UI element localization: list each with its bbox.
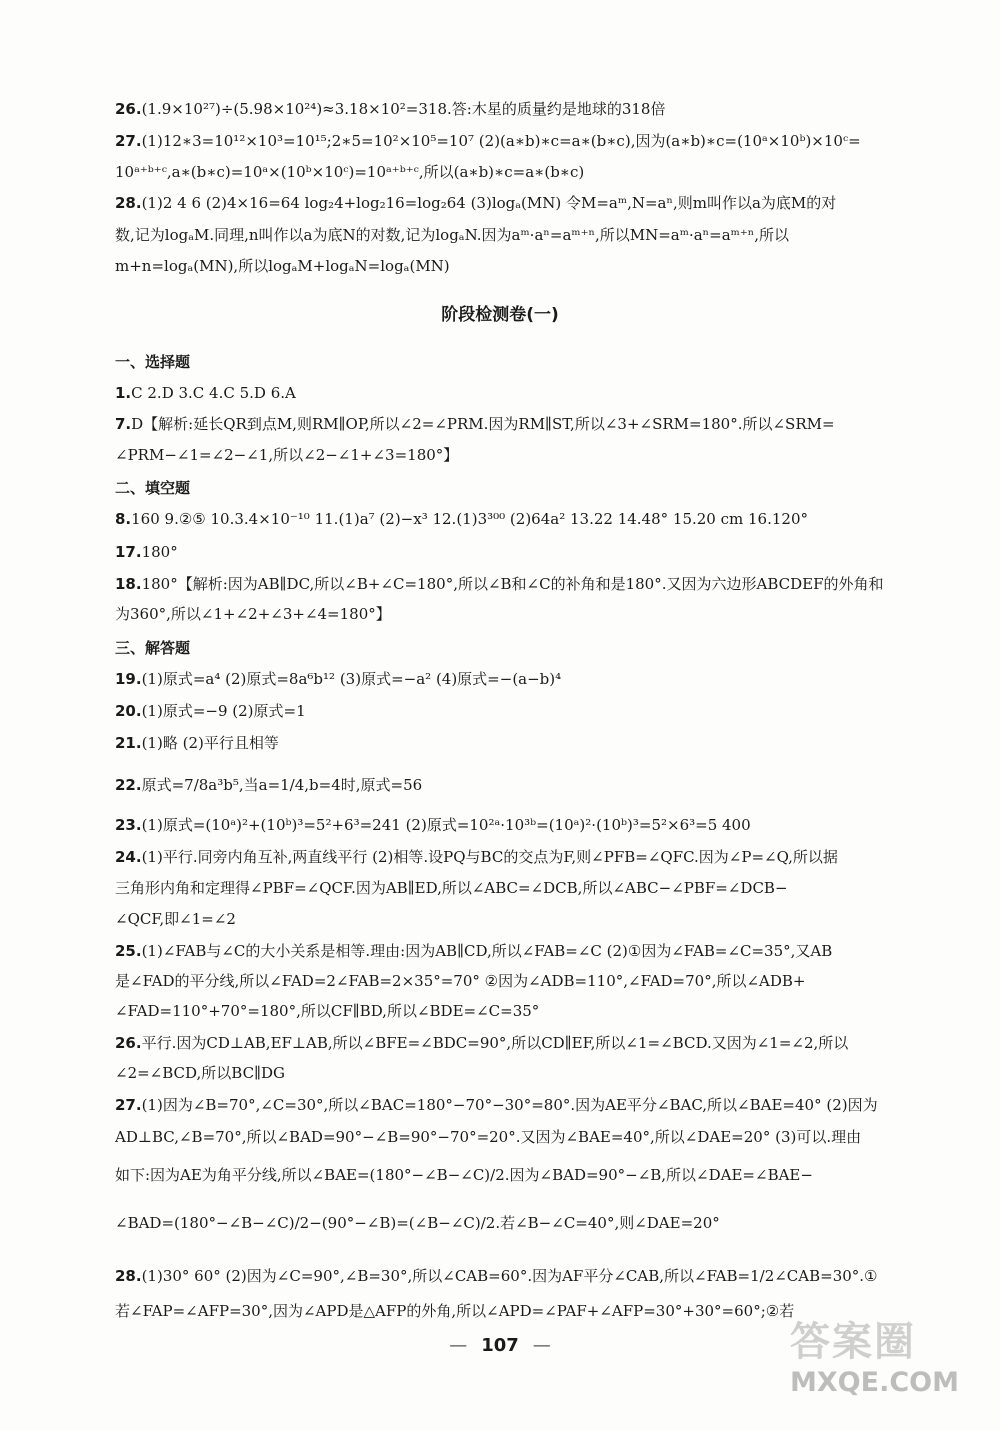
watermark-en: MXQE.COM — [790, 1367, 959, 1398]
answer-line: 22.原式=7/8a³b⁵,当a=1/4,b=4时,原式=56 — [115, 776, 423, 794]
answer-line: 如下:因为AE为角平分线,所以∠BAE=(180°−∠B−∠C)/2.因为∠BAD=90°−∠B,所以∠DAE=∠BAE− — [115, 1166, 813, 1184]
answer-line: 20.(1)原式=−9 (2)原式=1 — [115, 702, 306, 720]
answer-line: 7.D【解析:延长QR到点M,则RM∥OP,所以∠2=∠PRM.因为RM∥ST,所以∠3+∠SRM=180°.所以∠SRM= — [115, 415, 835, 433]
page-number: — 107 — — [449, 1335, 551, 1356]
answer-line: 1.C 2.D 3.C 4.C 5.D 6.A — [115, 384, 296, 402]
answer-line: 28.(1)2 4 6 (2)4×16=64 log₂4+log₂16=log₂64 (3)logₐ(MN) 令M=aᵐ,N=aⁿ,则m叫作以a为底M的对 — [115, 194, 837, 212]
answer-line: 26.平行.因为CD⊥AB,EF⊥AB,所以∠BFE=∠BDC=90°,所以CD∥EF,所以∠1=∠BCD.又因为∠1=∠2,所以 — [115, 1034, 849, 1052]
answer-line: AD⊥BC,∠B=70°,所以∠BAD=90°−∠B=90°−70°=20°.又因为∠BAE=40°,所以∠DAE=20° (3)可以.理由 — [115, 1128, 862, 1146]
answer-line: m+n=logₐ(MN),所以logₐM+logₐN=logₐ(MN) — [115, 257, 450, 275]
answer-line: 27.(1)因为∠B=70°,∠C=30°,所以∠BAC=180°−70°−30°=80°.因为AE平分∠BAC,所以∠BAE=40° (2)因为 — [115, 1096, 878, 1114]
answer-line: 数,记为logₐM.同理,n叫作以a为底N的对数,记为logₐN.因为aᵐ·aⁿ=aᵐ⁺ⁿ,所以MN=aᵐ·aⁿ=aᵐ⁺ⁿ,所以 — [115, 226, 790, 244]
answer-line: 23.(1)原式=(10ᵃ)²+(10ᵇ)³=5²+6³=241 (2)原式=10²ᵃ·10³ᵇ=(10ᵃ)²·(10ᵇ)³=5²×6³=5 400 — [115, 816, 751, 834]
watermark-logo — [790, 1318, 980, 1418]
answer-line: ∠QCF,即∠1=∠2 — [115, 910, 236, 928]
answer-line: 10ᵃ⁺ᵇ⁺ᶜ,a∗(b∗c)=10ᵃ×(10ᵇ×10ᶜ)=10ᵃ⁺ᵇ⁺ᶜ,所以(a∗b)∗c=a∗(b∗c) — [115, 163, 585, 181]
answer-line: 若∠FAP=∠AFP=30°,因为∠APD是△AFP的外角,所以∠APD=∠PAF+∠AFP=30°+30°=60°;②若 — [115, 1302, 795, 1320]
answer-line: ∠PRM−∠1=∠2−∠1,所以∠2−∠1+∠3=180°】 — [115, 446, 459, 464]
answer-line: 25.(1)∠FAB与∠C的大小关系是相等.理由:因为AB∥CD,所以∠FAB=∠C (2)①因为∠FAB=∠C=35°,又AB — [115, 942, 833, 960]
answer-line: 8.160 9.②⑤ 10.3.4×10⁻¹⁰ 11.(1)a⁷ (2)−x³ 12.(1)3³⁰⁰ (2)64a² 13.22 14.48° 15.20 cm 16.120° — [115, 510, 808, 528]
answer-line: 24.(1)平行.同旁内角互补,两直线平行 (2)相等.设PQ与BC的交点为F,则∠PFB=∠QFC.因为∠P=∠Q,所以据 — [115, 848, 838, 866]
answer-line: 18.180°【解析:因为AB∥DC,所以∠B+∠C=180°,所以∠B和∠C的补角和是180°.又因为六边形ABCDEF的外角和 — [115, 575, 884, 593]
answer-line: ∠BAD=(180°−∠B−∠C)/2−(90°−∠B)=(∠B−∠C)/2.若∠B−∠C=40°,则∠DAE=20° — [115, 1214, 720, 1232]
section-heading-solve: 三、解答题 — [115, 639, 191, 657]
answer-line: 27.(1)12∗3=10¹²×10³=10¹⁵;2∗5=10²×10⁵=10⁷ (2)(a∗b)∗c=a∗(b∗c),因为(a∗b)∗c=(10ᵃ×10ᵇ)×10ᶜ= — [115, 132, 861, 150]
answer-line: 21.(1)略 (2)平行且相等 — [115, 734, 279, 752]
answer-line: 26.(1.9×10²⁷)÷(5.98×10²⁴)≈3.18×10²=318.答:木星的质量约是地球的318倍 — [115, 100, 666, 118]
section-heading-choice: 一、选择题 — [115, 353, 191, 371]
section-title: 阶段检测卷(一) — [441, 305, 559, 325]
answer-line: 是∠FAD的平分线,所以∠FAD=2∠FAB=2×35°=70° ②因为∠ADB=110°,∠FAD=70°,所以∠ADB+ — [115, 972, 806, 990]
answer-line: ∠FAD=110°+70°=180°,所以CF∥BD,所以∠BDE=∠C=35° — [115, 1002, 540, 1020]
answer-line: 19.(1)原式=a⁴ (2)原式=8a⁶b¹² (3)原式=−a² (4)原式=−(a−b)⁴ — [115, 670, 562, 688]
answer-line: 17.180° — [115, 543, 178, 561]
section-heading-fill: 二、填空题 — [115, 479, 191, 497]
answer-line: 28.(1)30° 60° (2)因为∠C=90°,∠B=30°,所以∠CAB=60°.因为AF平分∠CAB,所以∠FAB=1/2∠CAB=30°.① — [115, 1267, 878, 1285]
answer-line: 三角形内角和定理得∠PBF=∠QCF.因为AB∥ED,所以∠ABC=∠DCB,所以∠ABC−∠PBF=∠DCB− — [115, 879, 788, 897]
answer-line: ∠2=∠BCD,所以BC∥DG — [115, 1064, 286, 1082]
watermark-cn: 答案圈 — [790, 1319, 916, 1365]
answer-line: 为360°,所以∠1+∠2+∠3+∠4=180°】 — [115, 605, 391, 623]
